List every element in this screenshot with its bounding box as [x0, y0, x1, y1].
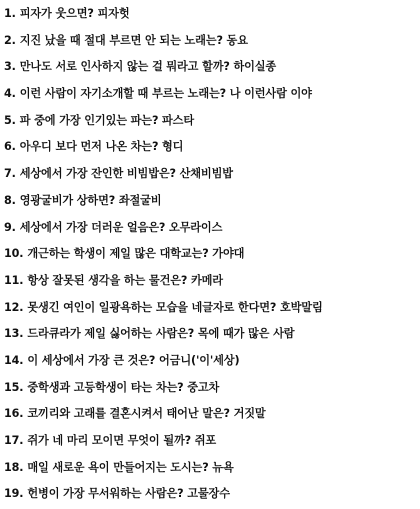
item-text: 코끼리와 고래를 결혼시켜서 태어난 말은? 거짓말 [27, 407, 266, 421]
item-text: 개근하는 학생이 제일 많은 대학교는? 가야대 [27, 247, 245, 261]
list-item [4, 428, 418, 455]
item-text: 아우디 보다 먼저 나온 차는? 형디 [19, 140, 184, 154]
item-text: 항상 잘못된 생각을 하는 물건은? 카메라 [27, 273, 223, 287]
list-item [4, 348, 418, 375]
item-text: 못생긴 여인이 일광욕하는 모습을 네글자로 한다면? 호박말림 [27, 300, 323, 314]
item-text: 헌병이 가장 무서워하는 사람은? 고물장수 [27, 487, 230, 501]
item-number: 15. [4, 380, 24, 394]
list-item [4, 321, 418, 348]
list-item [4, 455, 418, 482]
list-item [4, 161, 418, 188]
item-number: 13. [4, 327, 24, 341]
item-number: 7. [4, 167, 16, 181]
item-number: 17. [4, 434, 24, 447]
item-number: 16. [4, 407, 24, 421]
list-item [4, 108, 418, 135]
item-text: 파 중에 가장 인기있는 파는? 파스타 [19, 113, 194, 127]
item-number: 18. [4, 460, 24, 474]
list-item [4, 268, 418, 295]
item-text: 세상에서 가장 더러운 얼음은? 오무라이스 [19, 220, 223, 234]
list-item [4, 295, 418, 322]
item-text: 드라큐라가 제일 싫어하는 사람은? 목에 때가 많은 사람 [27, 327, 295, 341]
list-item [4, 1, 418, 28]
item-number: 8. [4, 193, 16, 207]
item-number: 3. [4, 60, 16, 74]
item-number: 5. [4, 113, 16, 127]
item-number: 1. [4, 7, 16, 20]
item-text: 쥐가 네 마리 모이면 무엇이 될까? 쥐포 [27, 434, 217, 447]
item-number: 2. [4, 33, 16, 47]
list-item [4, 375, 418, 402]
item-number: 11. [4, 273, 24, 287]
item-text: 이런 사람이 자기소개할 때 부르는 노래는? 나 이런사람 이야 [19, 87, 312, 101]
list-item [4, 481, 418, 508]
item-number: 9. [4, 220, 16, 234]
item-text: 중학생과 고등학생이 타는 차는? 중고차 [27, 380, 220, 394]
item-number: 10. [4, 247, 24, 261]
list-item [4, 401, 418, 428]
list-item [4, 54, 418, 81]
list-item [4, 28, 418, 55]
list-item [4, 241, 418, 268]
item-number: 12. [4, 300, 24, 314]
item-text: 영광굴비가 상하면? 좌절굴비 [19, 193, 162, 207]
item-text: 지진 났을 때 절대 부르면 안 되는 노래는? 동요 [19, 33, 248, 47]
item-text: 매일 새로운 욕이 만들어지는 도시는? 뉴욕 [27, 460, 234, 474]
list-item [4, 188, 418, 215]
item-text: 세상에서 가장 잔인한 비빔밥은? 산채비빔밥 [19, 167, 233, 181]
item-text: 만나도 서로 인사하지 않는 걸 뭐라고 할까? 하이실종 [19, 60, 277, 74]
list-item [4, 134, 418, 161]
item-number: 14. [4, 353, 24, 367]
list-item [4, 81, 418, 108]
list-item [4, 215, 418, 242]
item-text: 피자가 웃으면? 피자헛 [19, 7, 130, 20]
item-number: 6. [4, 140, 16, 154]
item-number: 4. [4, 87, 16, 101]
item-number: 19. [4, 487, 24, 501]
item-text: 이 세상에서 가장 큰 것은? 어금니('이'세상) [27, 353, 240, 367]
joke-list [4, 1, 418, 508]
